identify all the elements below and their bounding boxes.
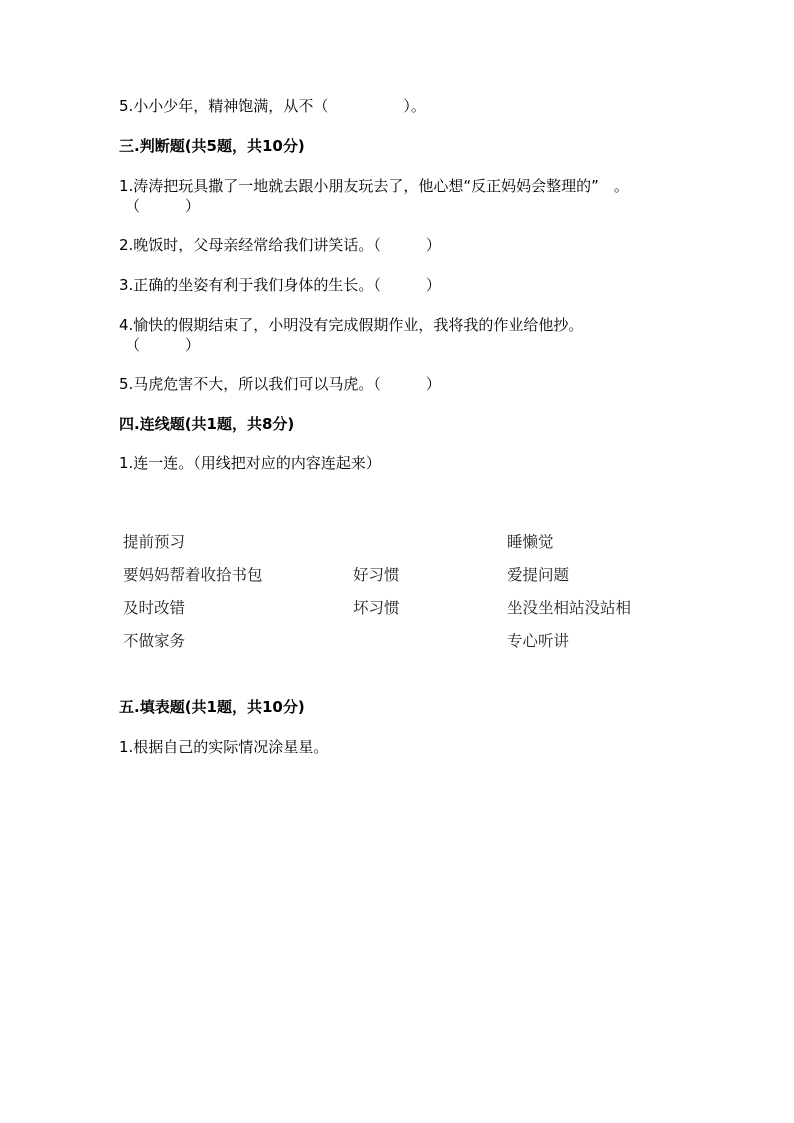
matching-right-item: 坐没坐相站没站相 — [507, 599, 632, 617]
matching-question-1: 1.连一连。（用线把对应的内容连起来） — [119, 454, 381, 472]
matching-right-item: 睡懒觉 — [507, 533, 554, 551]
judge-question-4-answer: （ ） — [125, 336, 201, 354]
judge-question-4: 4.愉快的假期结束了，小明没有完成假期作业，我将我的作业给他抄。 — [119, 316, 584, 334]
judge-question-3: 3.正确的坐姿有利于我们身体的生长。（ ） — [119, 276, 441, 294]
fill-question-5: 5.小小少年，精神饱满，从不（ ）。 — [119, 97, 426, 115]
matching-left-item: 及时改错 — [123, 599, 186, 617]
judge-question-1: 1.涛涛把玩具撒了一地就去跟小朋友玩去了，他心想“反正妈妈会整理的” 。 — [119, 177, 629, 195]
matching-middle-item: 好习惯 — [353, 566, 400, 584]
judge-question-2: 2.晚饭时，父母亲经常给我们讲笑话。（ ） — [119, 236, 441, 254]
judge-question-1-answer: （ ） — [125, 197, 201, 215]
matching-left-item: 要妈妈帮着收拾书包 — [123, 566, 263, 584]
judge-question-5: 5.马虎危害不大，所以我们可以马虎。（ ） — [119, 375, 441, 393]
section-4-heading: 四.连线题(共1题，共8分) — [119, 415, 295, 433]
matching-middle-item: 坏习惯 — [353, 599, 400, 617]
matching-right-item: 爱提问题 — [507, 566, 570, 584]
matching-left-item: 不做家务 — [123, 632, 186, 650]
matching-left-item: 提前预习 — [123, 533, 186, 551]
matching-right-item: 专心听讲 — [507, 632, 570, 650]
table-question-1: 1.根据自己的实际情况涂星星。 — [119, 738, 329, 756]
section-3-heading: 三.判断题(共5题，共10分) — [119, 137, 305, 155]
section-5-heading: 五.填表题(共1题，共10分) — [119, 698, 305, 716]
